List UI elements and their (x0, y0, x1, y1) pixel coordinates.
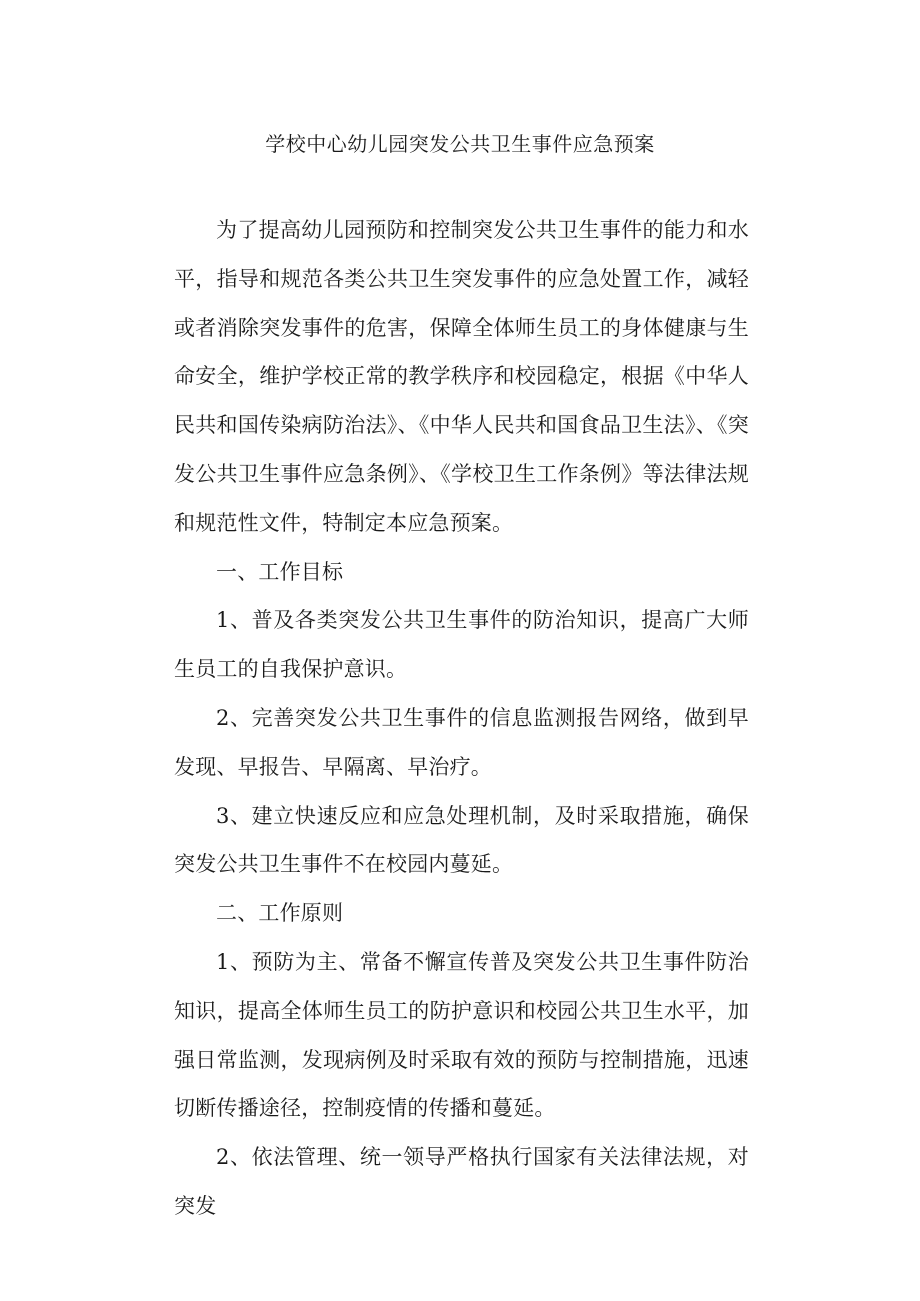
paragraph-goal-2: 2、完善突发公共卫生事件的信息监测报告网络，做到早发现、早报告、早隔离、早治疗。 (174, 705, 749, 779)
section-heading-goals: 一、工作目标 (216, 559, 344, 584)
document-title: 学校中心幼儿园突发公共卫生事件应急预案 (265, 132, 655, 156)
paragraph-principle-1: 1、预防为主、常备不懈宣传普及突发公共卫生事件防治知识，提高全体师生员工的防护意识和校园公共卫生水平，加强日常监测，发现病例及时采取有效的预防与控制措施，迅速切断传播途径，控制疫情的传播和蔓延。 (174, 949, 749, 1121)
paragraph-intro: 为了提高幼儿园预防和控制突发公共卫生事件的能力和水平，指导和规范各类公共卫生突发事件的应急处置工作，减轻或者消除突发事件的危害，保障全体师生员工的身体健康与生命安全，维护学校正常的教学秩序和校园稳定，根据《中华人民共和国传染病防治法》、《中华人民共和国食品卫生法》、《突发公共卫生事件应急条例》、《学校卫生工作条例》等法律法规和规范性文件，特制定本应急预案。 (174, 218, 749, 535)
paragraph-principle-2: 2、依法管理、统一领导严格执行国家有关法律法规，对突发 (174, 1145, 749, 1218)
paragraph-goal-1: 1、普及各类突发公共卫生事件的防治知识，提高广大师生员工的自我保护意识。 (174, 608, 749, 682)
paragraph-goal-3: 3、建立快速反应和应急处理机制，及时采取措施，确保突发公共卫生事件不在校园内蔓延。 (174, 803, 749, 877)
document-body (174, 206, 749, 1231)
section-heading-principles: 二、工作原则 (216, 901, 344, 926)
